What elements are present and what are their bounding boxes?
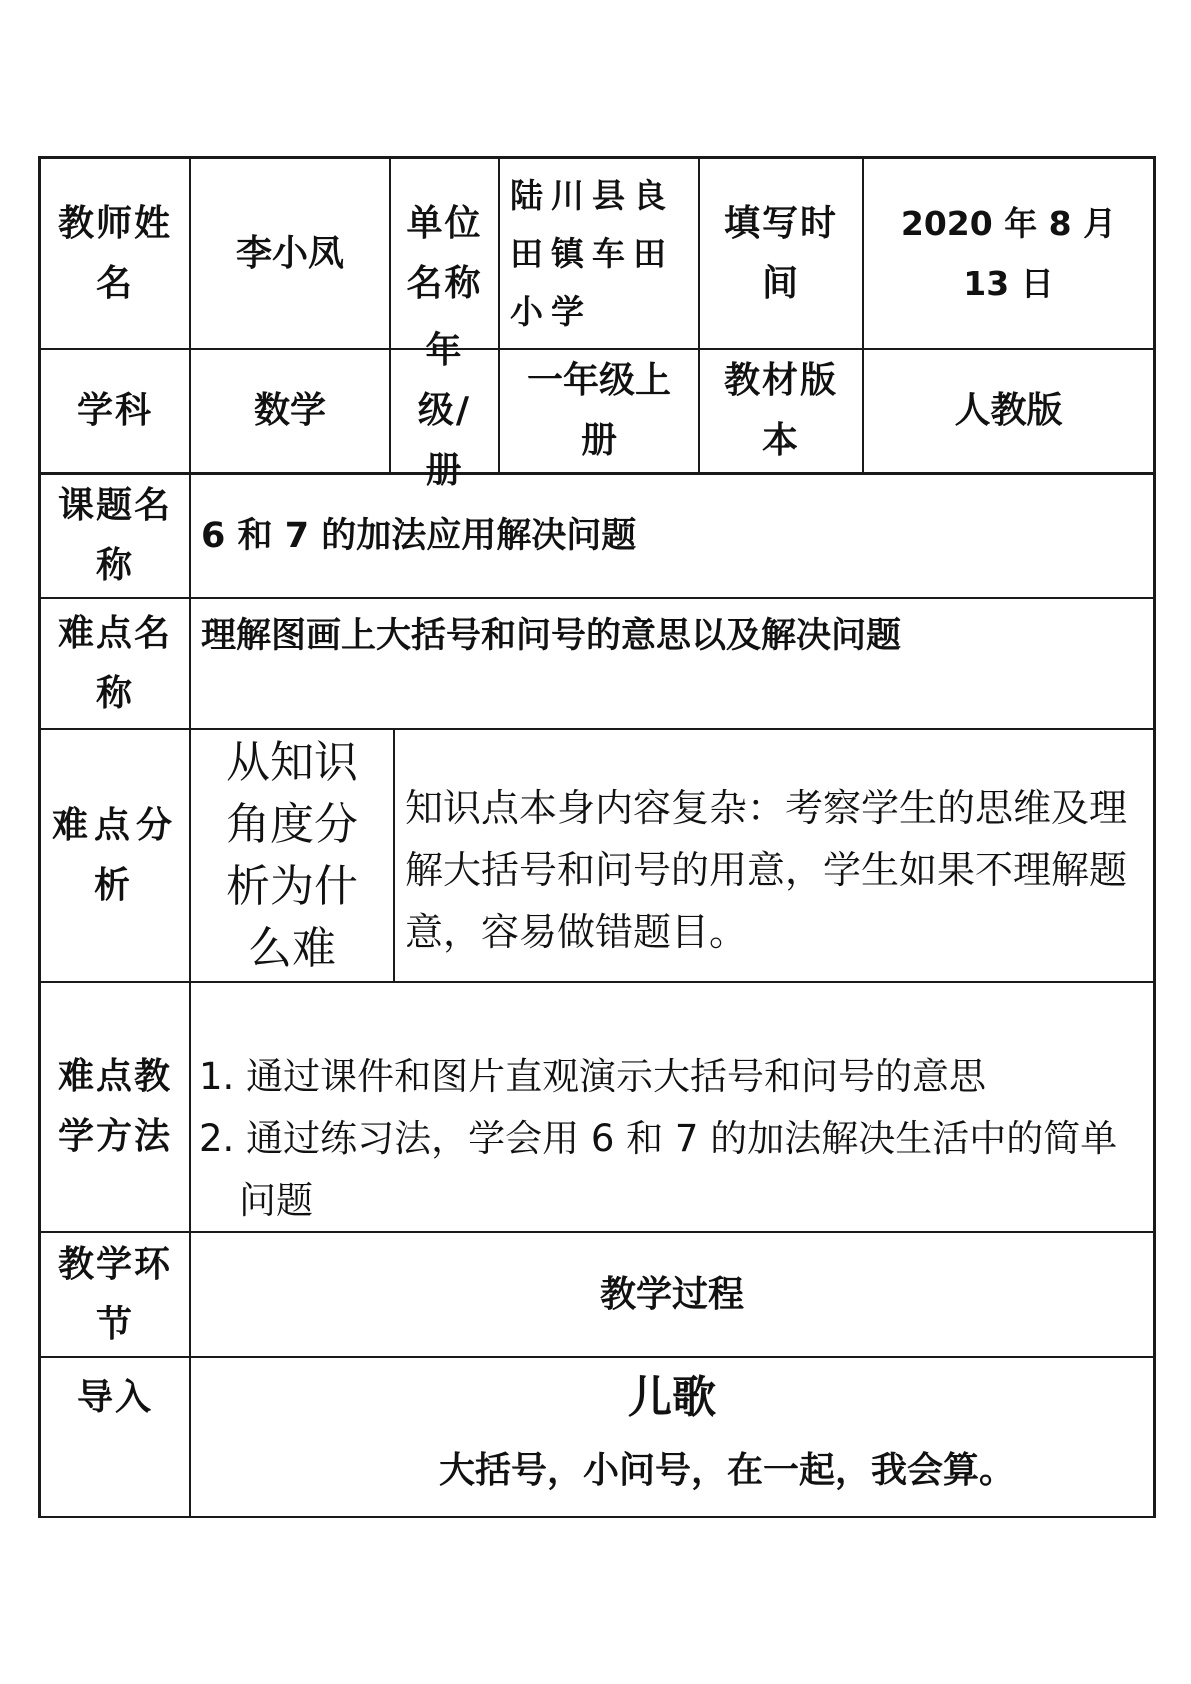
process-value: 教学过程 <box>599 1273 744 1315</box>
process-label: 教学环节 <box>57 1243 172 1345</box>
unit-name-value: 陆川县良田镇车田小学 <box>510 175 674 331</box>
subject-value: 数学 <box>253 390 326 431</box>
grade-value: 一年级上册 <box>526 360 671 461</box>
difficulty-value: 理解图画上大括号和问号的意思以及解决问题 <box>201 616 902 656</box>
topic-label: 课题名称 <box>57 485 172 586</box>
analysis-value: 知识点本身内容复杂：考察学生的思维及理解大括号和问号的用意，学生如果不理解题意，容易做错题目。 <box>405 785 1128 954</box>
intro-label: 导入 <box>76 1377 153 1418</box>
textbook-value: 人教版 <box>954 390 1063 431</box>
method-item: 2. 通过练习法，学会用 6 和 7 的加法解决生活中的简单问题 <box>199 1117 1118 1222</box>
analysis-sub-label: 从知识角度分析为什么难 <box>226 736 358 974</box>
fill-time-value: 2020 年 8 月 13 日 <box>900 203 1117 303</box>
subject-label: 学科 <box>76 390 153 431</box>
grade-label: 年级/册 <box>417 330 472 491</box>
teacher-name-value: 李小凤 <box>235 232 344 274</box>
teacher-name-label: 教师姓名 <box>57 202 172 304</box>
method-list <box>199 1046 1149 1232</box>
unit-name-label: 单位名称 <box>406 202 483 304</box>
intro-title: 儿歌 <box>628 1372 716 1423</box>
fill-time-label: 填写时间 <box>723 202 838 304</box>
method-item: 1. 通过课件和图片直观演示大括号和问号的意思 <box>199 1055 987 1098</box>
topic-value: 6 和 7 的加法应用解决问题 <box>201 516 637 556</box>
method-label: 难点教学方法 <box>57 1056 172 1157</box>
analysis-label: 难点分析 <box>51 804 178 906</box>
intro-rhyme: 大括号，小问号，在一起，我会算。 <box>438 1450 1015 1491</box>
textbook-label: 教材版本 <box>723 360 838 461</box>
difficulty-label: 难点名称 <box>57 612 172 714</box>
